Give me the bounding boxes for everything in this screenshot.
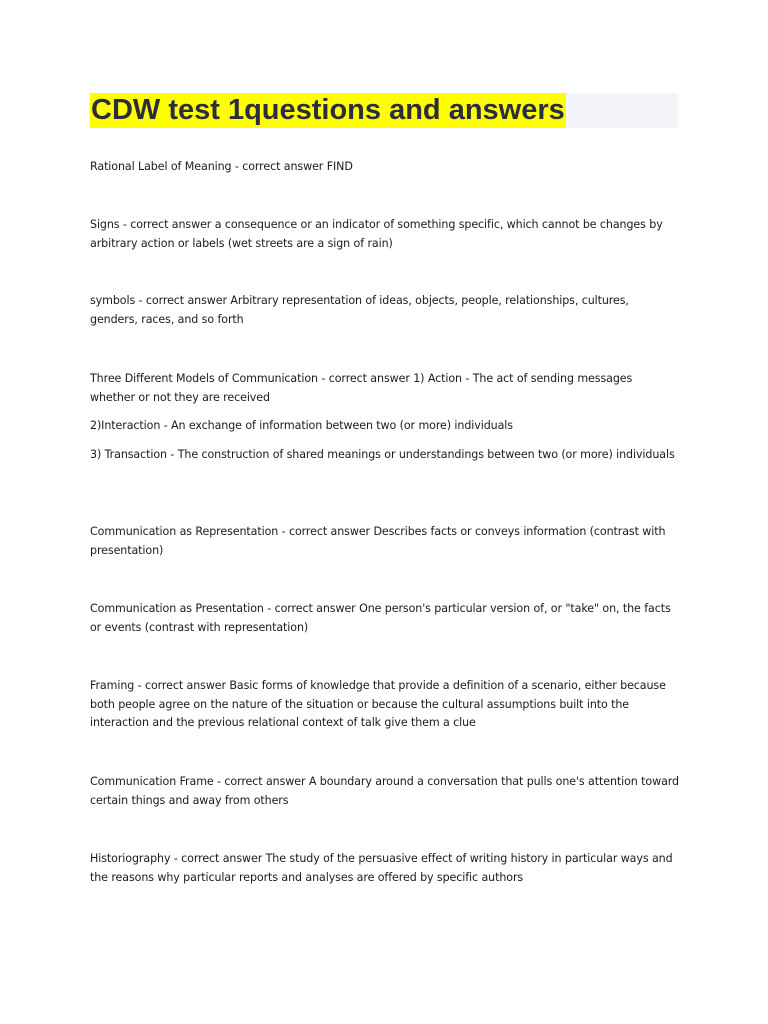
qa-entry-framing: Framing - correct answer Basic forms of knowledge that provide a definition of a scenario, either because both people agree on the nature of the situation or because the cultural assumptions built into the interaction and the previous relational context of talk give them a clue xyxy=(90,679,666,729)
qa-entry-rational-label: Rational Label of Meaning - correct answer FIND xyxy=(90,160,353,173)
qa-entry-presentation: Communication as Presentation - correct answer One person's particular version of, or "take" on, the facts or events (contrast with representation) xyxy=(90,602,671,634)
qa-entry-communication-frame: Communication Frame - correct answer A boundary around a conversation that pulls one's attention toward certain things and away from others xyxy=(90,775,679,807)
qa-entry-symbols: symbols - correct answer Arbitrary representation of ideas, objects, people, relationships, cultures, genders, races, and so forth xyxy=(90,294,629,326)
qa-entry-transaction: 3) Transaction - The construction of shared meanings or understandings between two (or more) individuals xyxy=(90,448,675,461)
qa-entry-historiography: Historiography - correct answer The study of the persuasive effect of writing history in particular ways and the reasons why particular reports and analyses are offered by specific authors xyxy=(90,852,673,884)
page-title: CDW test 1questions and answers xyxy=(91,94,565,126)
qa-entry-signs: Signs - correct answer a consequence or an indicator of something specific, which cannot be changes by arbitrary action or labels (wet streets are a sign of rain) xyxy=(90,218,663,250)
qa-entry-communication-models: Three Different Models of Communication - correct answer 1) Action - The act of sending messages whether or not they are received xyxy=(90,372,633,404)
qa-entry-representation: Communication as Representation - correct answer Describes facts or conveys information (contrast with presentation) xyxy=(90,525,666,557)
qa-entry-interaction: 2)Interaction - An exchange of information between two (or more) individuals xyxy=(90,419,513,432)
